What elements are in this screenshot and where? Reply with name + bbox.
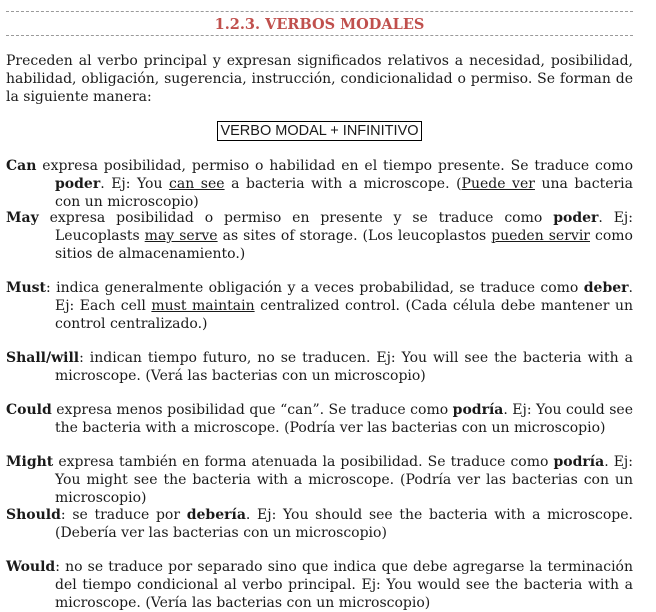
entry-text: . Ej: You might see the bacteria with a microscope. (Podría ver las bacterias con un microscopio) xyxy=(55,454,633,506)
entry-text: a bacteria with a microscope. ( xyxy=(224,176,462,192)
entry-text: expresa posibilidad, permiso o habilidad en el tiempo presente. Se traduce como xyxy=(36,158,633,174)
entry-shall-will xyxy=(6,349,633,385)
intro-paragraph: Preceden al verbo principal y expresan significados relativos a necesidad, posibilidad, habilidad, obligación, sugerencia, instrucción, condicionalidad o permiso. Se forman de la siguiente manera: xyxy=(6,53,633,105)
translation: podría xyxy=(452,402,504,418)
entry-text: centralized control. (Cada célula debe mantener un control centralizado.) xyxy=(55,298,633,332)
modal-verb: Can xyxy=(6,158,37,174)
modal-verb: Could xyxy=(6,402,52,418)
modal-verb: May xyxy=(6,210,39,226)
entry-must xyxy=(6,279,633,333)
entry-text: : indica generalmente obligación y a veces probabilidad, se traduce como xyxy=(46,280,584,296)
translation: deber xyxy=(583,280,629,296)
entry-text: . Ej: You xyxy=(100,176,170,192)
entry-text: . Ej: You should see the bacteria with a microscope. (Debería ver las bacterias con un microscopio) xyxy=(55,507,633,541)
translation: debería xyxy=(186,507,246,523)
entry-might xyxy=(6,453,633,507)
underlined-example: may serve xyxy=(144,228,218,244)
entry-text: . Ej: Leucoplasts xyxy=(55,210,633,244)
entry-should xyxy=(6,506,633,542)
entry-could xyxy=(6,401,633,437)
entry-text: una bacteria con un microscopio) xyxy=(55,176,634,210)
modal-verb: Must xyxy=(6,280,47,296)
translation: poder xyxy=(553,210,599,226)
formula-box: VERBO MODAL + INFINITIVO xyxy=(217,121,421,141)
modal-verb: Might xyxy=(6,454,54,470)
entry-text: . Ej: You could see the bacteria with a microscope. (Podría ver las bacterias con un microscopio) xyxy=(55,402,634,436)
entry-text: como sitios de almacenamiento.) xyxy=(55,228,633,262)
section-title: 1.2.3. VERBOS MODALES xyxy=(214,16,425,33)
entry-text: expresa menos posibilidad que “can”. Se traduce como xyxy=(51,402,453,418)
underlined-example: must maintain xyxy=(151,298,255,314)
modal-verb: Should xyxy=(6,507,61,523)
entry-text: expresa también en forma atenuada la posibilidad. Se traduce como xyxy=(53,454,554,470)
entry-may xyxy=(6,209,633,263)
entry-text: expresa posibilidad o permiso en presente y se traduce como xyxy=(38,210,554,226)
entry-can xyxy=(6,157,633,211)
entry-text: : indican tiempo futuro, no se traducen. Ej: You will see the bacteria with a microscope. (Verá las bacterias con un microscopio) xyxy=(55,350,633,384)
underlined-example: can see xyxy=(169,176,225,192)
modal-verb: Shall/will xyxy=(6,350,80,366)
translation: poder xyxy=(55,176,101,192)
entry-text: as sites of storage. (Los leucoplastos xyxy=(217,228,492,244)
formula-container xyxy=(6,121,633,141)
translation: podría xyxy=(553,454,605,470)
underlined-translation: pueden servir xyxy=(491,228,590,244)
entry-text: . Ej: Each cell xyxy=(55,280,633,314)
modal-verb: Would xyxy=(6,559,56,575)
entry-text: : se traduce por xyxy=(60,507,187,523)
underlined-translation: Puede ver xyxy=(461,176,535,192)
entry-text: : no se traduce por separado sino que indica que debe agregarse la terminación del tiempo condicional al verbo principal. Ej: You would see the bacteria with a microscope. (Vería las bacterias con un microscopio) xyxy=(55,559,633,611)
top-rule xyxy=(6,11,633,12)
entry-would xyxy=(6,558,633,612)
title-rule xyxy=(6,35,633,36)
